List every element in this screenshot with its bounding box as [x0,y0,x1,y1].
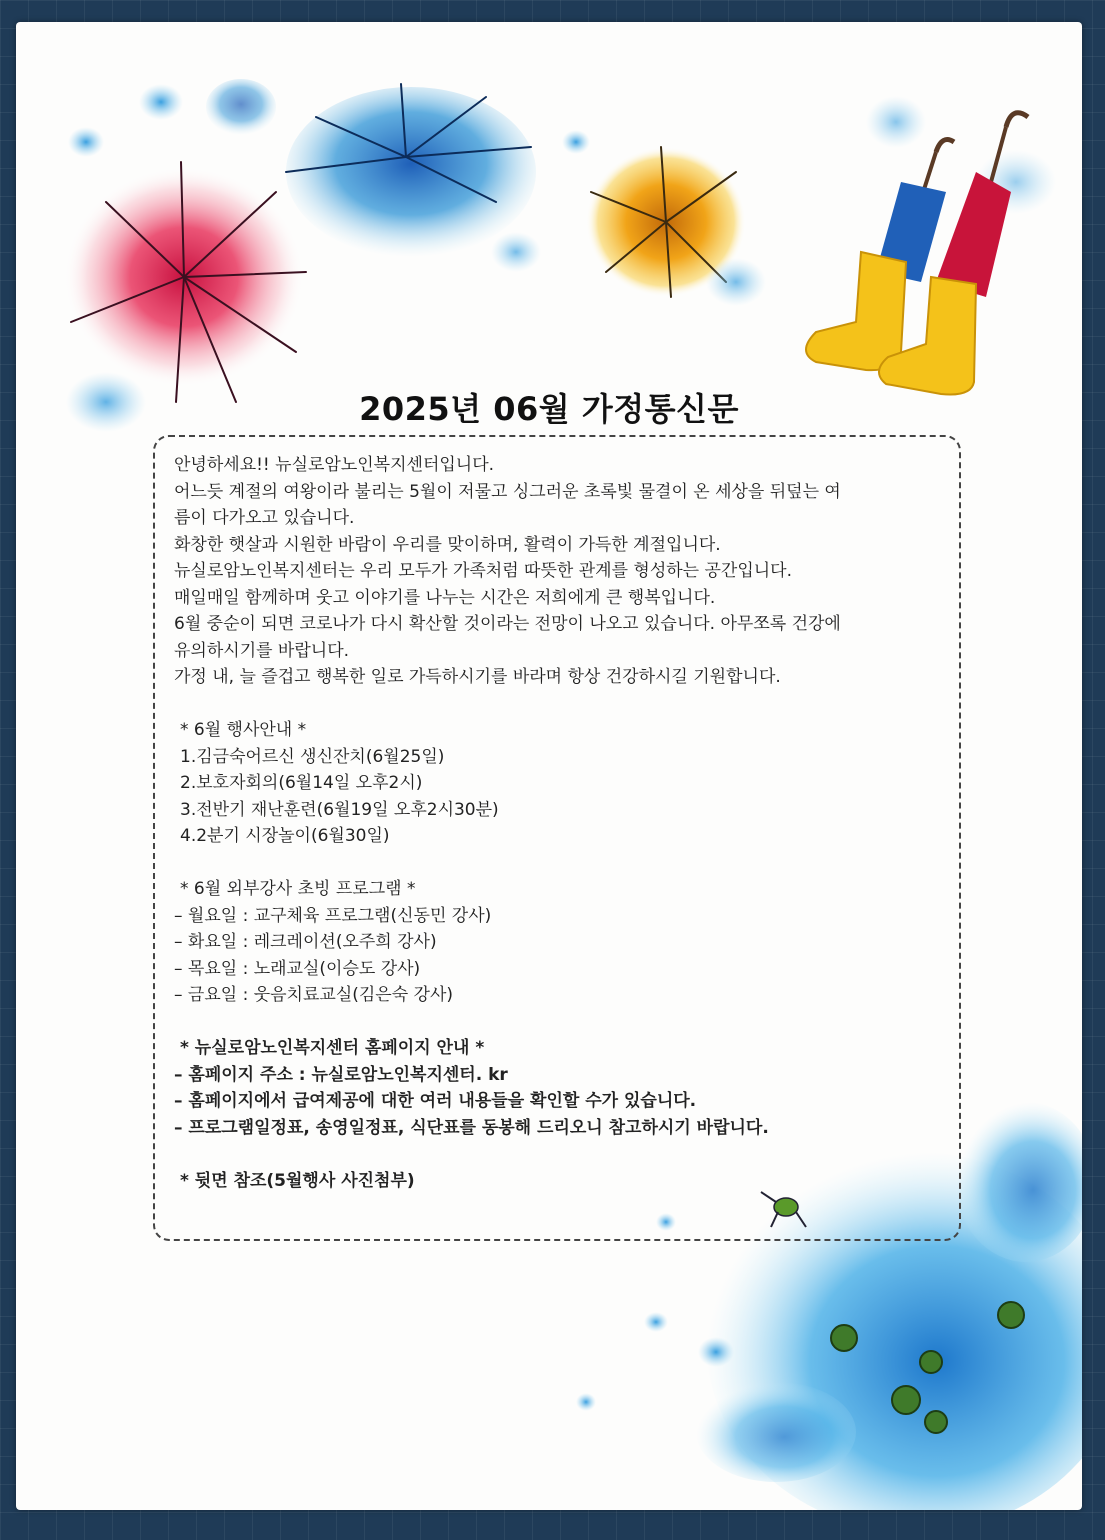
program-item: – 화요일 : 레크레이션(오주희 강사) [174,932,437,952]
intro-line: 어느듯 계절의 여왕이라 불리는 5월이 저물고 싱그러운 초록빛 물결이 온 세상을 뒤덮는 여 [174,481,841,502]
intro-line: 매일매일 함께하며 웃고 이야기를 나누는 시간은 저희에게 큰 행복입니다. [174,587,716,608]
program-item: – 월요일 : 교구체육 프로그램(신동민 강사) [174,905,492,926]
page-title: 2025년 06월 가정통신문 [359,390,739,428]
event-item: 2.보호자회의(6월14일 오후2시) [180,773,423,793]
program-item: – 금요일 : 웃음치료교실(김은숙 강사) [174,985,454,1005]
intro-line: 유의하시기를 바랍니다. [174,640,350,661]
event-item: 4.2분기 시장놀이(6월30일) [180,826,390,846]
homepage-item: – 홈페이지 주소 : 뉴실로암노인복지센터. kr [174,1064,508,1085]
newsletter-page [16,22,1082,1510]
homepage-heading: * 뉴실로암노인복지센터 홈페이지 안내 * [180,1038,485,1058]
event-item: 1.김금숙어르신 생신잔치(6월25일) [180,746,445,767]
intro-line: 화창한 햇살과 시원한 바람이 우리를 맞이하며, 활력이 가득한 계절입니다. [174,534,721,555]
intro-line: 가정 내, 늘 즐겁고 행복한 일로 가득하시기를 바라며 항상 건강하시길 기원합니다. [174,667,781,687]
blue-flower-splash [286,87,536,257]
intro-line: 6월 중순이 되면 코로나가 다시 확산할 것이라는 전망이 나오고 있습니다. 아무쪼록 건강에 [174,614,841,634]
programs-heading: * 6월 외부강사 초빙 프로그램 * [180,879,416,899]
events-heading: * 6월 행사안내 * [180,720,307,740]
homepage-item: – 프로그램일정표, 송영일정표, 식단표를 동봉해 드리오니 참고하시기 바랍니다. [174,1117,769,1138]
homepage-item: – 홈페이지에서 급여제공에 대한 여러 내용들을 확인할 수가 있습니다. [174,1091,697,1111]
event-item: 3.전반기 재난훈련(6월19일 오후2시30분) [180,799,499,820]
footer-note: * 뒷면 참조(5월행사 사진첨부) [180,1170,415,1191]
intro-line: 뉴실로암노인복지센터는 우리 모두가 가족처럼 따뜻한 관계를 형성하는 공간입니다. [174,561,792,581]
letter-body [174,452,964,1194]
program-item: – 목요일 : 노래교실(이승도 강사) [174,958,421,979]
intro-line: 름이 다가오고 있습니다. [174,508,355,528]
intro-line: 안녕하세요!! 뉴실로암노인복지센터입니다. [174,455,495,475]
